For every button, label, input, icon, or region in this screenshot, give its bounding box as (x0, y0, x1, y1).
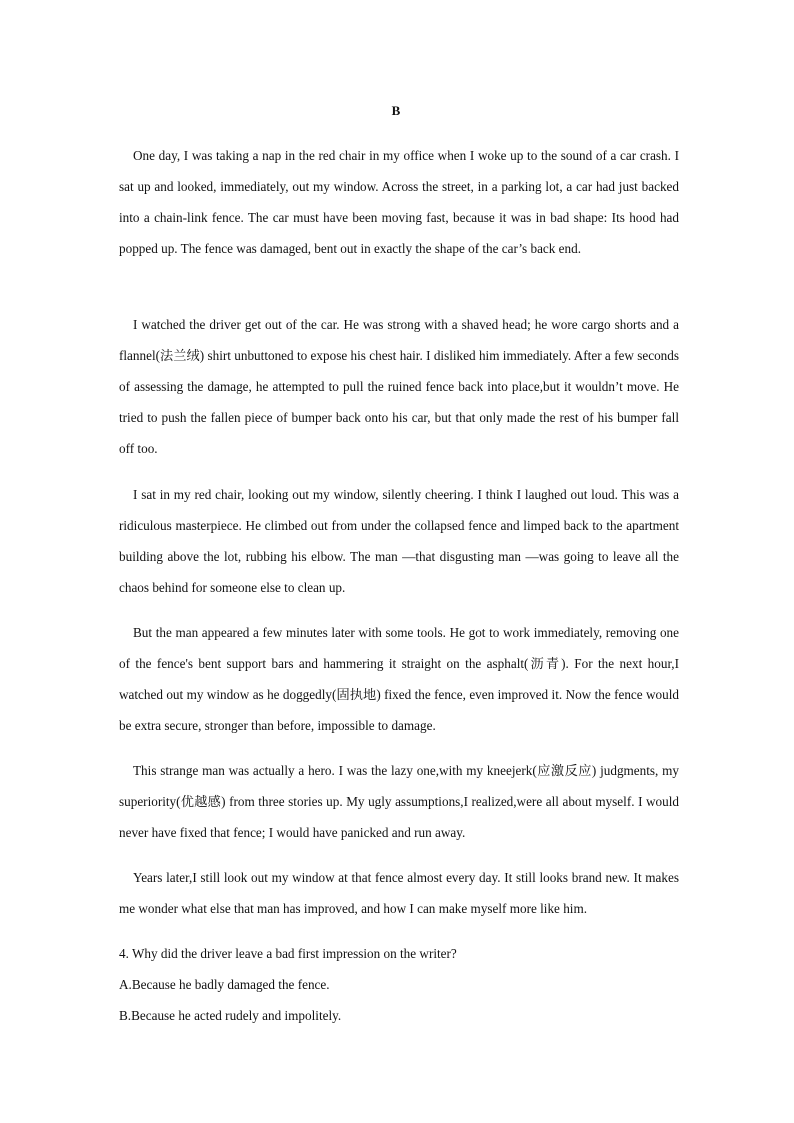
passage-paragraph-1: One day, I was taking a nap in the red chair in my office when I woke up to the sound of a car crash. I sat up and looked, immediately, out my window. Across the street, in a parking lot, a car had just backed into a chain-link fence. The car must have been moving fast, because it was in bad shape: Its hood had popped up. The fence was damaged, bent out in exactly the shape of the car’s back end. (119, 148, 679, 256)
passage-paragraph-3: I sat in my red chair, looking out my window, silently cheering. I think I laughed out loud. This was a ridiculous masterpiece. He climbed out from under the collapsed fence and limped back to the apartment building above the lot, rubbing his elbow. The man —that disgusting man —was going to leave all the chaos behind for someone else to clean up. (119, 487, 679, 595)
passage-paragraph-6: Years later,I still look out my window at that fence almost every day. It still looks brand new. It makes me wonder what else that man has improved, and how I can make myself more like him. (119, 870, 679, 916)
passage-paragraph-5: This strange man was actually a hero. I was the lazy one,with my kneejerk(应激反应) judgments, my superiority(优越感) from three stories up. My ugly assumptions,I realized,were all about myself. I would never have fixed that fence; I would have panicked and run away. (119, 763, 679, 840)
passage-paragraph-2: I watched the driver get out of the car. He was strong with a shaved head; he wore cargo shorts and a flannel(法兰绒) shirt unbuttoned to expose his chest hair. I disliked him immediately. After a few seconds of assessing the damage, he attempted to pull the ruined fence back into place,but it wouldn’t move. He tried to push the fallen piece of bumper back onto his car, but that only made the rest of his bumper fall off too. (119, 317, 679, 456)
section-heading: B (391, 103, 401, 118)
question-option-a: A.Because he badly damaged the fence. (119, 977, 330, 992)
passage-paragraph-4: But the man appeared a few minutes later with some tools. He got to work immediately, removing one of the fence's bent support bars and hammering it straight on the asphalt(沥青). For the next hour,I watched out my window as he doggedly(固执地) fixed the fence, even improved it. Now the fence would be extra secure, stronger than before, impossible to damage. (119, 625, 679, 733)
question-option-b: B.Because he acted rudely and impolitely. (119, 1008, 342, 1023)
question-stem: 4. Why did the driver leave a bad first impression on the writer? (119, 946, 457, 961)
